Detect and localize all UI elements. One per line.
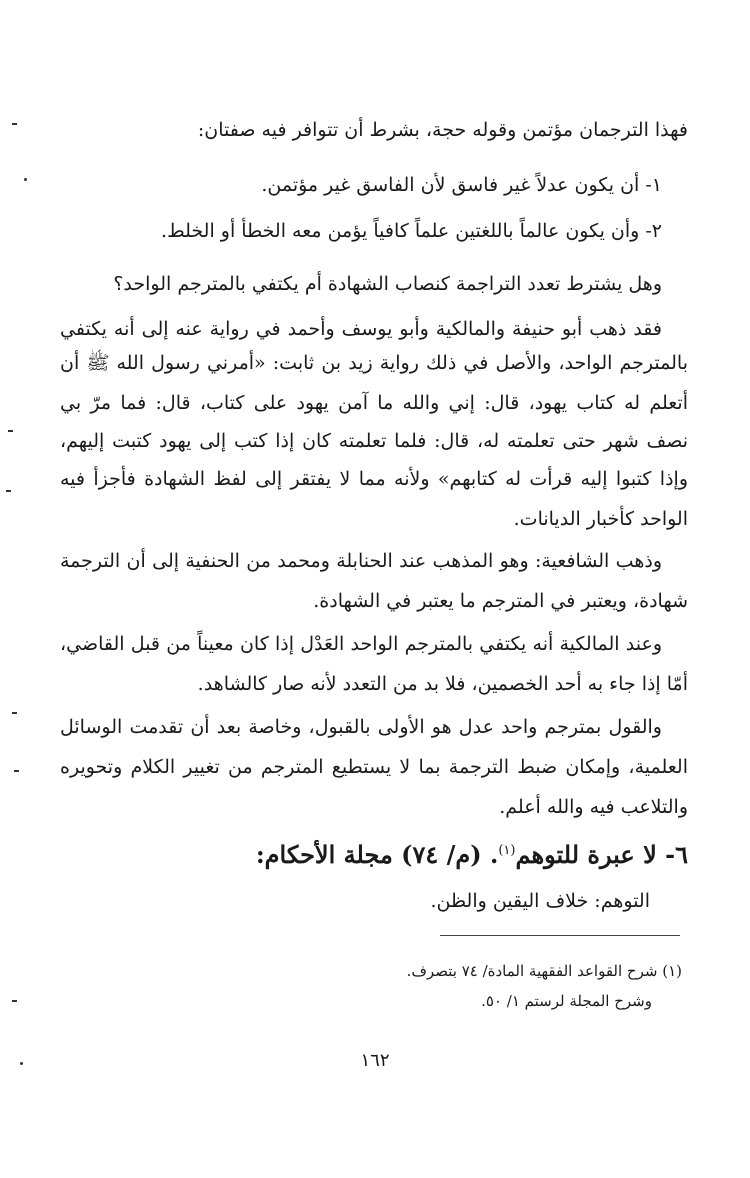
heading-text: ٦- لا عبرة للتوهم — [515, 840, 688, 869]
list-item: ١- أن يكون عدلاً غير فاسق لأن الفاسق غير مؤتمن. — [261, 174, 662, 196]
text-line: أتعلم له كتاب يهود، قال: إني والله ما آمن يهود على كتاب، قال: فما مرّ بي — [60, 392, 688, 414]
scan-speck — [8, 430, 13, 432]
text-line: العلمية، وإمكان ضبط الترجمة بما لا يستطيع المترجم من تغيير الكلام وتحويره — [60, 756, 688, 778]
text-line: فقد ذهب أبو حنيفة والمالكية وأبو يوسف وأحمد في رواية عنه إلى أنه يكتفي — [60, 318, 662, 340]
scan-speck — [12, 1000, 17, 1002]
text-line: والقول بمترجم واحد عدل هو الأولى بالقبول، وخاصة بعد أن تقدمت الوسائل — [60, 716, 662, 738]
scan-speck — [12, 123, 17, 125]
footnote-separator — [440, 935, 680, 936]
text-line: وذهب الشافعية: وهو المذهب عند الحنابلة ومحمد من الحنفية إلى أن الترجمة — [60, 550, 662, 572]
scan-speck — [20, 1062, 23, 1065]
footnote: (١) شرح القواعد الفقهية المادة/ ٧٤ بتصرف. — [406, 962, 682, 980]
footnote-marker: (١) — [498, 843, 516, 858]
scan-speck — [14, 770, 19, 772]
text-line: وهل يشترط تعدد التراجمة كنصاب الشهادة أم يكتفي بالمترجم الواحد؟ — [113, 273, 662, 295]
text-line: وعند المالكية أنه يكتفي بالمترجم الواحد العَدْل إذا كان معيناً من قبل القاضي، — [60, 633, 662, 655]
text-line: نصف شهر حتى تعلمته له، قال: فلما تعلمته كان إذا كتب إلى يهود كتبت إليهم، — [60, 430, 688, 452]
scan-speck — [6, 490, 11, 492]
text-line: والتلاعب فيه والله أعلم. — [499, 796, 688, 818]
text-line: بالمترجم الواحد، والأصل في ذلك رواية زيد بن ثابت: «أمرني رسول الله ﷺ أن — [60, 352, 688, 374]
text-line: الواحد كأخبار الديانات. — [513, 508, 688, 530]
text-line: أمّا إذا جاء به أحد الخصمين، فلا بد من التعدد لأنه صار كالشاهد. — [197, 673, 688, 695]
heading-rest: . (م/ ٧٤) مجلة الأحكام: — [255, 840, 499, 869]
scan-speck — [24, 178, 27, 181]
text-line: فهذا الترجمان مؤتمن وقوله حجة، بشرط أن تتوافر فيه صفتان: — [197, 119, 688, 141]
definition-line: التوهم: خلاف اليقين والظن. — [430, 890, 650, 912]
text-line: شهادة، ويعتبر في المترجم ما يعتبر في الشهادة. — [313, 590, 688, 612]
page-number: ١٦٢ — [360, 1050, 390, 1071]
text-line: وإذا كتبوا إليه قرأت له كتابهم» ولأنه مما لا يفتقر إلى لفظ الشهادة فأجزأ فيه — [60, 468, 688, 490]
list-item: ٢- وأن يكون عالماً باللغتين علماً كافياً يؤمن معه الخطأ أو الخلط. — [161, 220, 662, 242]
scan-speck — [12, 712, 17, 714]
footnote: وشرح المجلة لرستم ١/ ٥٠. — [481, 992, 652, 1010]
section-heading — [60, 834, 688, 872]
